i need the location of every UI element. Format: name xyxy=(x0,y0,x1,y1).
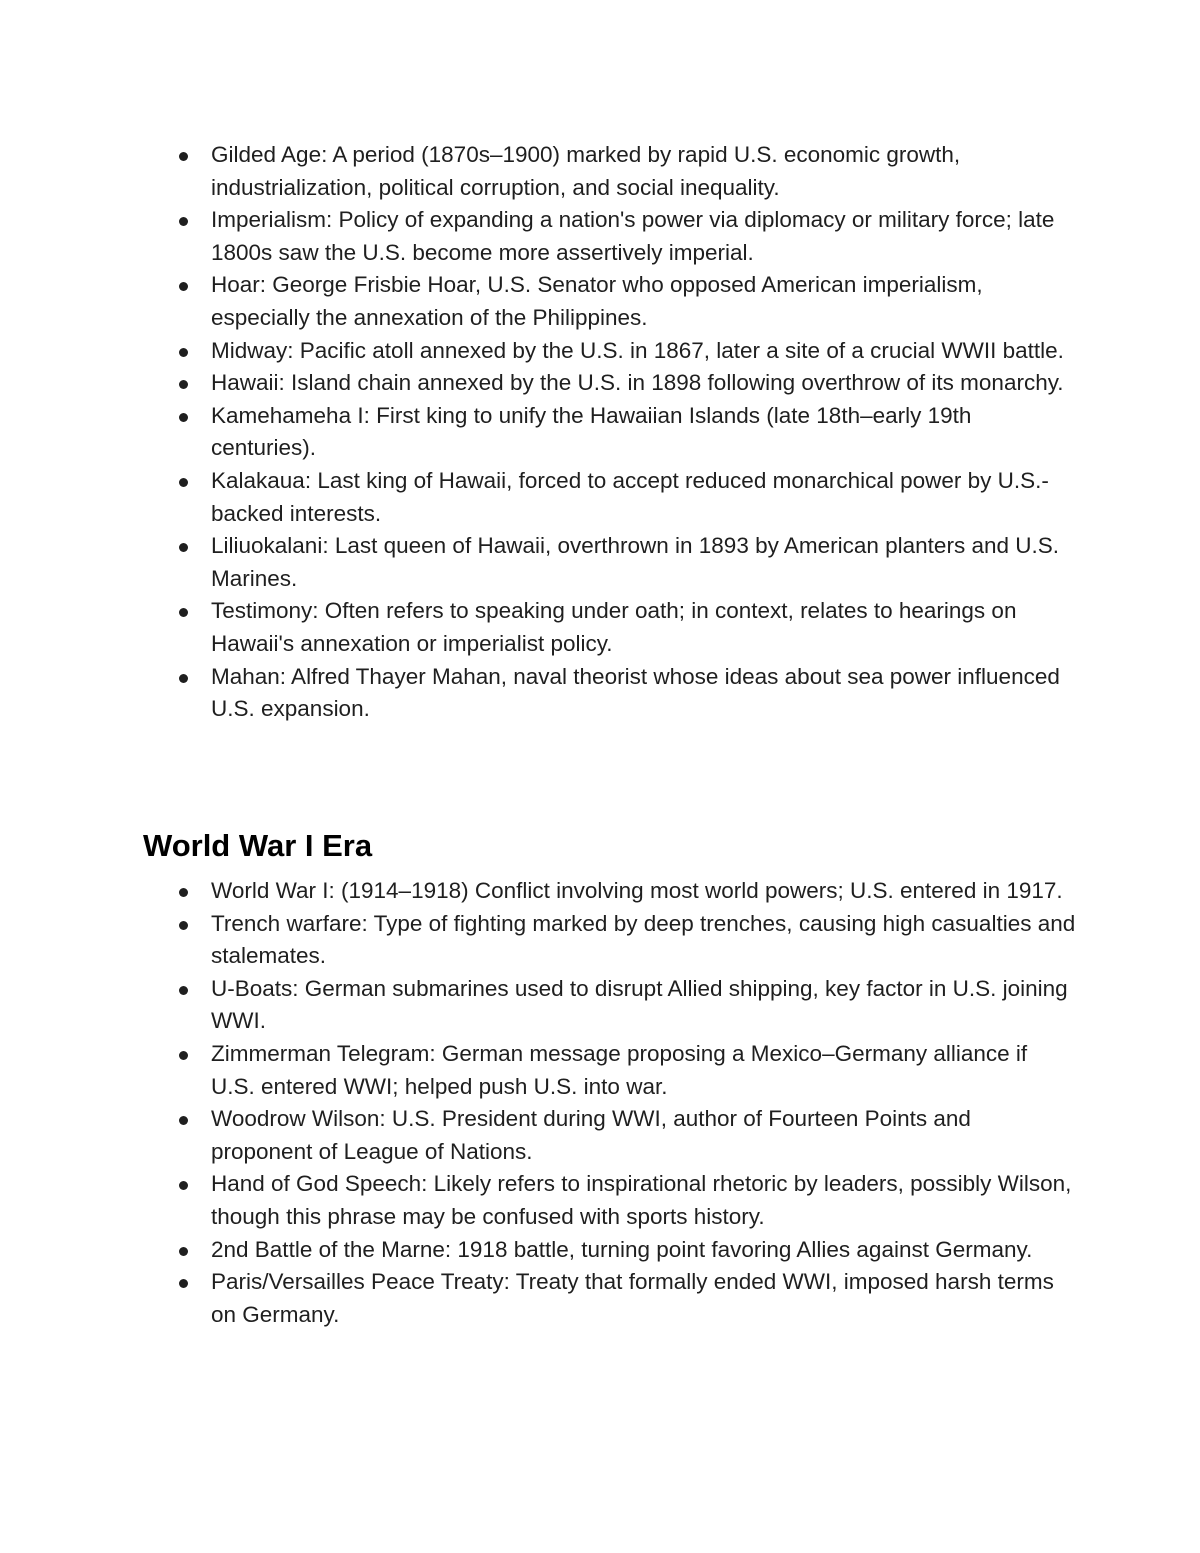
bullet-icon xyxy=(179,1279,188,1288)
bullet-icon xyxy=(179,478,188,487)
list-item xyxy=(176,1038,1076,1103)
section-heading: World War I Era xyxy=(143,828,373,863)
list-item xyxy=(176,1103,1076,1168)
list-item xyxy=(176,661,1076,726)
bullet-icon xyxy=(179,1051,188,1060)
wwi-terms-list xyxy=(176,875,1076,1331)
list-item xyxy=(176,1234,1076,1267)
term-text: Kalakaua: Last king of Hawaii, forced to accept reduced monarchical power by U.S.-backed interests. xyxy=(211,467,1049,526)
list-item xyxy=(176,1168,1076,1233)
bullet-icon xyxy=(179,217,188,226)
term-text: Mahan: Alfred Thayer Mahan, naval theorist whose ideas about sea power influenced U.S. expansion. xyxy=(211,663,1060,722)
bullet-icon xyxy=(179,608,188,617)
term-text: Kamehameha I: First king to unify the Hawaiian Islands (late 18th–early 19th centuries). xyxy=(211,402,972,461)
term-text: Woodrow Wilson: U.S. President during WWI, author of Fourteen Points and proponent of League of Nations. xyxy=(211,1106,971,1164)
list-item xyxy=(176,335,1076,368)
bullet-icon xyxy=(179,1116,188,1125)
term-text: U-Boats: German submarines used to disrupt Allied shipping, key factor in U.S. joining WWI. xyxy=(211,975,1068,1034)
bullet-icon xyxy=(179,1181,188,1190)
term-text: World War I: (1914–1918) Conflict involving most world powers; U.S. entered in 1917. xyxy=(211,878,1063,903)
term-text: Paris/Versailles Peace Treaty: Treaty that formally ended WWI, imposed harsh terms on Germany. xyxy=(211,1269,1054,1327)
bullet-icon xyxy=(179,348,188,357)
list-item xyxy=(176,204,1076,269)
list-item xyxy=(176,269,1076,334)
bullet-icon xyxy=(179,543,188,552)
list-item xyxy=(176,595,1076,660)
list-item xyxy=(176,367,1076,400)
bullet-icon xyxy=(179,152,188,161)
term-text: 2nd Battle of the Marne: 1918 battle, turning point favoring Allies against Germany. xyxy=(211,1236,1033,1262)
bullet-icon xyxy=(179,674,188,683)
bullet-icon xyxy=(179,380,188,389)
list-item xyxy=(176,465,1076,530)
bullet-icon xyxy=(179,282,188,291)
list-item xyxy=(176,1266,1076,1331)
term-text: Gilded Age: A period (1870s–1900) marked by rapid U.S. economic growth, industrialization, political corruption, and social inequality. xyxy=(211,142,961,200)
list-item xyxy=(176,875,1076,908)
gilded-age-terms-list xyxy=(176,139,1076,726)
term-text: Testimony: Often refers to speaking under oath; in context, relates to hearings on Hawaii's annexation or imperialist policy. xyxy=(211,598,1017,656)
term-text: Hawaii: Island chain annexed by the U.S. in 1898 following overthrow of its monarchy. xyxy=(211,370,1064,396)
bullet-icon xyxy=(179,888,188,897)
term-text: Zimmerman Telegram: German message proposing a Mexico–Germany alliance if U.S. entered WWI; helped push U.S. into war. xyxy=(211,1040,1028,1099)
term-text: Imperialism: Policy of expanding a nation's power via diplomacy or military force; late 1800s saw the U.S. become more assertively imperial. xyxy=(211,207,1055,265)
list-item xyxy=(176,139,1076,204)
term-text: Liliuokalani: Last queen of Hawaii, overthrown in 1893 by American planters and U.S. Marines. xyxy=(211,533,1059,591)
bullet-icon xyxy=(179,413,188,422)
term-text: Midway: Pacific atoll annexed by the U.S. in 1867, later a site of a crucial WWII battle. xyxy=(211,337,1064,363)
list-item xyxy=(176,908,1076,973)
list-item xyxy=(176,400,1076,465)
bullet-icon xyxy=(179,1247,188,1256)
term-text: Hand of God Speech: Likely refers to inspirational rhetoric by leaders, possibly Wilson, though this phrase may be confused with sports history. xyxy=(211,1171,1072,1229)
list-item xyxy=(176,973,1076,1038)
term-text: Hoar: George Frisbie Hoar, U.S. Senator who opposed American imperialism, especially the annexation of the Philippines. xyxy=(211,272,983,330)
bullet-icon xyxy=(179,986,188,995)
term-text: Trench warfare: Type of fighting marked by deep trenches, causing high casualties and stalemates. xyxy=(211,910,1076,969)
bullet-icon xyxy=(179,921,188,930)
list-item xyxy=(176,530,1076,595)
